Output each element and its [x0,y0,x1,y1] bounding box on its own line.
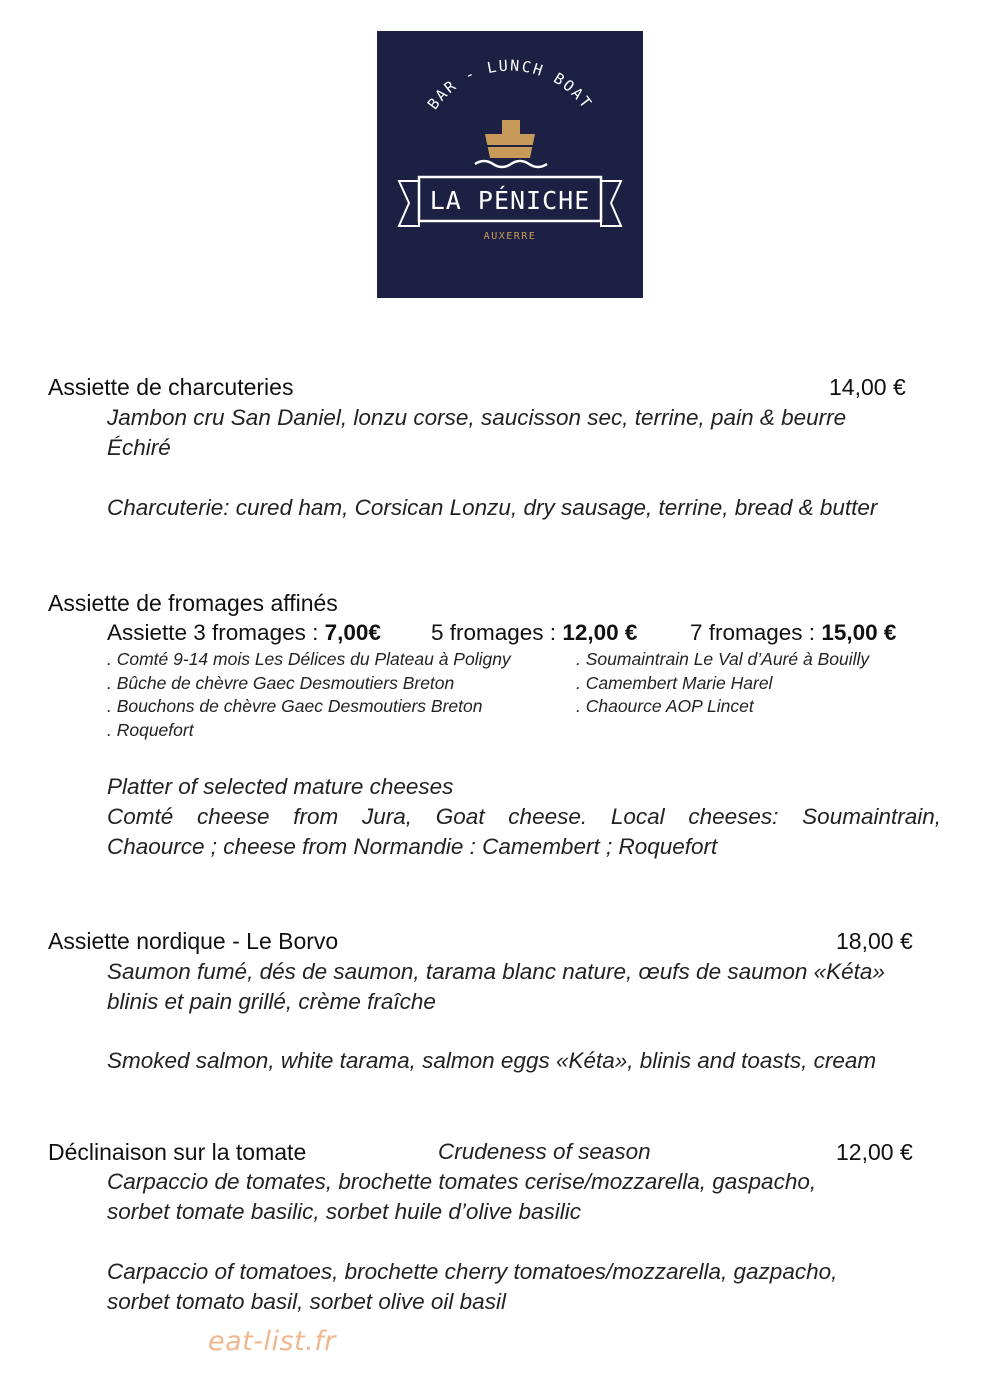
item-price: 14,00 € [829,374,906,400]
cheese-list-item: . Soumaintrain Le Val d’Auré à Bouilly [576,649,870,669]
item-desc-fr-line: Jambon cru San Daniel, lonzu corse, saucisson sec, terrine, pain & beurre [107,405,847,430]
item-desc-fr-line: Saumon fumé, dés de saumon, tarama blanc nature, œufs de saumon «Kéta» [107,959,885,984]
item-desc-fr-line: blinis et pain grillé, crème fraîche [107,989,436,1014]
item-desc-fr-line: Échiré [107,435,171,460]
restaurant-logo [377,31,643,298]
item-price: 12,00 € [836,1139,913,1165]
logo-name: LA PÉNICHE [429,186,591,215]
item-title: Assiette nordique - Le Borvo [48,928,339,954]
item-desc-en-line: Comté cheese from Jura, Goat cheese. Local cheeses: Soumaintrain, [107,804,941,829]
item-desc-en-line: sorbet tomato basil, sorbet olive oil basil [107,1289,506,1314]
watermark: eat-list.fr [208,1326,336,1357]
cheese-size-3: Assiette 3 fromages : 7,00€ [107,620,381,645]
cheese-list-item: . Roquefort [107,720,194,740]
item-desc-en-line: Carpaccio of tomatoes, brochette cherry tomatoes/mozzarella, gazpacho, [107,1259,838,1284]
cheese-size-7: 7 fromages : 15,00 € [690,620,897,645]
cheese-list-item: . Bouchons de chèvre Gaec Desmoutiers Breton [107,696,483,716]
item-desc-fr-line: sorbet tomate basilic, sorbet huile d’olive basilic [107,1199,581,1224]
item-title: Assiette de fromages affinés [48,590,338,616]
cheese-list-item: . Comté 9-14 mois Les Délices du Plateau à Poligny [107,649,511,669]
logo-city: AUXERRE [483,231,537,242]
item-desc-en-line: Chaource ; cheese from Normandie : Camembert ; Roquefort [107,834,718,859]
logo-arc-text: BAR - LUNCH BOAT [423,56,597,113]
item-subtitle: Crudeness of season [438,1139,651,1164]
cheese-list-item: . Chaource AOP Lincet [576,696,754,716]
item-desc-en-line: Charcuterie: cured ham, Corsican Lonzu, dry sausage, terrine, bread & butter [107,495,878,520]
cheese-list-item: . Camembert Marie Harel [576,673,773,693]
item-title: Assiette de charcuteries [48,374,294,400]
cheese-list-item: . Bûche de chèvre Gaec Desmoutiers Breton [107,673,455,693]
cheese-size-5: 5 fromages : 12,00 € [431,620,638,645]
item-desc-en-line: Smoked salmon, white tarama, salmon eggs «Kéta», blinis and toasts, cream [107,1048,877,1073]
item-desc-fr-line: Carpaccio de tomates, brochette tomates cerise/mozzarella, gaspacho, [107,1169,817,1194]
boat-icon [475,120,547,167]
item-desc-en-line: Platter of selected mature cheeses [107,774,454,799]
item-price: 18,00 € [836,928,913,954]
item-title: Déclinaison sur la tomate [48,1139,307,1165]
